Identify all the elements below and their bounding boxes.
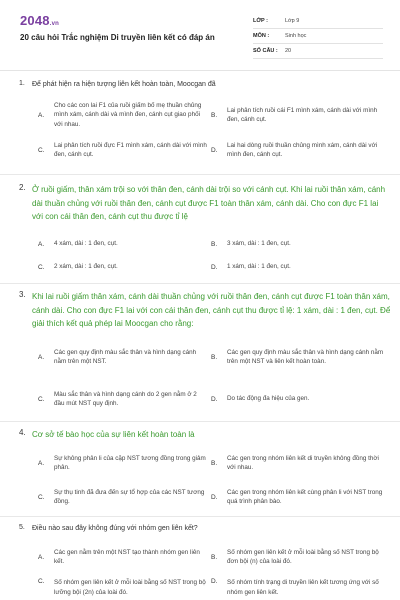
meta-row-subject bbox=[253, 29, 383, 44]
option-letter: B. bbox=[211, 240, 218, 248]
meta-row-grade bbox=[253, 14, 383, 29]
option-letter: A. bbox=[38, 459, 45, 467]
option-text: Cho các con lai F1 của ruồi giấm bố mẹ thuần chủng mình xám, cánh dài và mình đen, cánh cụt giao phối với nhau. bbox=[54, 101, 202, 128]
option-letter: C. bbox=[38, 395, 45, 403]
page-header bbox=[0, 0, 400, 68]
question-header bbox=[19, 428, 391, 442]
question-separator bbox=[0, 283, 400, 284]
option-text: Sự không phân li của cặp NST tương đồng trong giảm phân. bbox=[54, 454, 206, 471]
option-d[interactable] bbox=[211, 260, 386, 274]
question-number: 2. bbox=[19, 183, 26, 192]
option-c[interactable] bbox=[38, 260, 208, 274]
option-text: Số nhóm tính trạng di truyền liên kết tương ứng với số nhóm gen liên kết. bbox=[227, 579, 379, 596]
document-title: 20 câu hỏi Trắc nghiệm Di truyền liên kết có đáp án bbox=[20, 33, 215, 42]
option-letter: A. bbox=[38, 553, 45, 561]
document-meta bbox=[253, 14, 383, 59]
question-text: Điều nào sau đây không đúng với nhóm gen liên kết? bbox=[32, 525, 198, 532]
option-text: 4 xám, dài : 1 đen, cụt. bbox=[54, 240, 118, 248]
option-letter: D. bbox=[211, 493, 218, 501]
question-separator bbox=[0, 421, 400, 422]
option-b[interactable] bbox=[211, 100, 386, 130]
meta-key: MÔN : bbox=[253, 33, 270, 39]
site-logo[interactable] bbox=[20, 13, 59, 28]
option-text: Các gen quy định màu sắc thân và hình dạng cánh nằm trên một NST. bbox=[54, 348, 197, 365]
question-separator bbox=[0, 516, 400, 517]
option-b[interactable] bbox=[211, 340, 386, 374]
option-letter: C. bbox=[38, 578, 45, 585]
question-separator bbox=[0, 174, 400, 175]
option-text: Các gen trong nhóm liên kết cùng phân li với NST trong quá trình phân bào. bbox=[227, 488, 383, 505]
option-letter: A. bbox=[38, 240, 45, 248]
option-c[interactable] bbox=[38, 138, 208, 162]
option-text: Lai phân tích ruồi cái F1 mình xám, cánh dài với mình đen, cánh cụt. bbox=[227, 106, 378, 123]
question-header bbox=[19, 524, 391, 534]
meta-key: LỚP : bbox=[253, 18, 268, 24]
option-text: Các gen quy định màu sắc thân và hình dạng cánh nằm trên một NST và liên kết hoàn toàn. bbox=[227, 348, 384, 365]
question-text: Cơ sở tế bào học của sự liên kết hoàn toàn là bbox=[32, 430, 195, 439]
option-text: Lai phân tích ruồi đực F1 mình xám, cánh dài với mình đen, cánh cụt. bbox=[54, 141, 207, 158]
option-d[interactable] bbox=[211, 384, 386, 414]
header-divider bbox=[0, 70, 400, 71]
option-letter: D. bbox=[211, 395, 218, 403]
option-letter: A. bbox=[38, 111, 45, 119]
option-c[interactable] bbox=[38, 578, 208, 600]
option-text: Các gen nằm trên một NST tạo thành nhóm gen liên kết. bbox=[54, 548, 200, 565]
option-c[interactable] bbox=[38, 484, 208, 510]
logo-suffix-text: .vn bbox=[49, 21, 60, 27]
question-header bbox=[19, 80, 391, 90]
question-number: 1. bbox=[19, 80, 25, 87]
option-text: 3 xám, dài : 1 đen, cụt. bbox=[227, 240, 291, 248]
logo-main-text: 2048 bbox=[20, 13, 50, 28]
question-number: 3. bbox=[19, 290, 26, 299]
question-number: 4. bbox=[19, 428, 26, 437]
option-c[interactable] bbox=[38, 384, 208, 414]
option-letter: C. bbox=[38, 263, 45, 271]
option-text: Các gen trong nhóm liên kết di truyền không đồng thời với nhau. bbox=[227, 454, 379, 471]
option-text: Số nhóm gen liên kết ở mỗi loài bằng số NST trong bộ lưỡng bội (2n) của loài đó. bbox=[54, 579, 206, 596]
option-letter: A. bbox=[38, 353, 45, 361]
option-a[interactable] bbox=[38, 100, 208, 130]
option-text: 2 xám, dài : 1 đen, cụt. bbox=[54, 263, 118, 271]
option-text: Màu sắc thân và hình dạng cánh do 2 gen nằm ở 2 đầu mút NST quy định. bbox=[54, 390, 197, 407]
option-b[interactable] bbox=[211, 450, 386, 476]
option-d[interactable] bbox=[211, 484, 386, 510]
meta-value: 20 bbox=[285, 48, 292, 54]
option-letter: D. bbox=[211, 578, 218, 585]
option-text: Số nhóm gen liên kết ở mỗi loài bằng số NST trong bộ đơn bội (n) của loài đó. bbox=[227, 548, 379, 565]
option-d[interactable] bbox=[211, 138, 386, 162]
meta-row-count bbox=[253, 44, 383, 59]
option-letter: D. bbox=[211, 263, 218, 271]
question-header bbox=[19, 290, 391, 331]
option-d[interactable] bbox=[211, 578, 386, 600]
meta-key: SỐ CÂU : bbox=[253, 48, 278, 54]
option-b[interactable] bbox=[211, 237, 386, 251]
option-letter: B. bbox=[211, 111, 218, 119]
option-text: Do tác động đa hiệu của gen. bbox=[227, 395, 310, 403]
option-a[interactable] bbox=[38, 544, 208, 570]
option-text: Lai hai dòng ruồi thuần chủng mình xám, cánh dài với mình đen, cánh cụt. bbox=[227, 141, 378, 158]
meta-value: Lớp 9 bbox=[285, 18, 300, 24]
option-letter: B. bbox=[211, 353, 218, 361]
question-text: Khi lai ruồi giấm thân xám, cánh dài thuần chủng với ruồi thân đen, cánh cụt được F1 toàn thân xám, cánh dài. Cho con đực F1 lai với con cái thân đen, cánh cụt thu được tỉ lệ: 1 xám, dài : 1 đen, cụt. Để giải thích kết quả phép lai Moocgan cho rằng: bbox=[32, 292, 391, 328]
option-letter: D. bbox=[211, 146, 218, 154]
option-letter: C. bbox=[38, 493, 45, 501]
question-text: Để phát hiện ra hiện tượng liên kết hoàn toàn, Moocgan đã bbox=[32, 81, 216, 88]
question-number: 5. bbox=[19, 524, 25, 531]
option-letter: B. bbox=[211, 553, 218, 561]
option-text: Sự thụ tinh đã đưa đến sự tổ hợp của các NST tương đồng. bbox=[54, 488, 205, 505]
option-text: 1 xám, dài : 1 đen, cụt. bbox=[227, 263, 291, 271]
option-letter: C. bbox=[38, 146, 45, 154]
question-text: Ở ruồi giấm, thân xám trội so với thân đen, cánh dài trội so với cánh cụt. Khi lai ruồi thân xám, cánh dài thuần chủng với ruồi thân đen, cánh cụt được F1 toàn thân xám, cánh dài. Cho con đực F1 lai với con cái thân đen, cánh cụt thu được tỉ lệ bbox=[32, 185, 386, 221]
option-b[interactable] bbox=[211, 544, 386, 570]
option-letter: B. bbox=[211, 459, 218, 467]
option-a[interactable] bbox=[38, 450, 208, 476]
meta-value: Sinh học bbox=[285, 33, 307, 39]
question-header bbox=[19, 183, 391, 224]
option-a[interactable] bbox=[38, 237, 208, 251]
option-a[interactable] bbox=[38, 342, 208, 372]
